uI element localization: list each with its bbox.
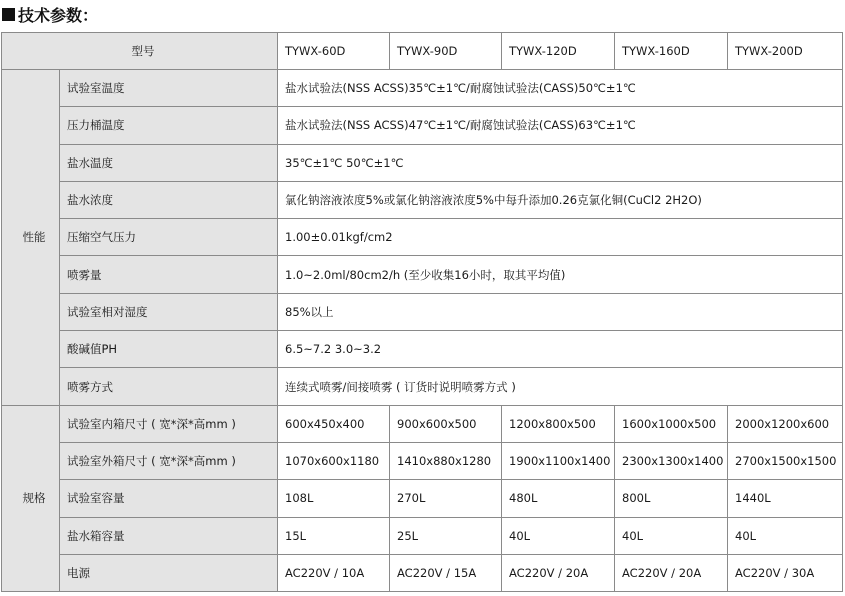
row-label: 盐水温度 xyxy=(60,144,278,181)
spec-cell: AC220V / 20A xyxy=(502,554,615,591)
table-row xyxy=(2,144,843,181)
spec-cell: AC220V / 10A xyxy=(278,554,390,591)
table-row xyxy=(2,480,843,517)
spec-cell: 800L xyxy=(615,480,728,517)
row-label: 试验室内箱尺寸 ( 宽*深*高mm ) xyxy=(60,405,278,442)
row-label: 试验室外箱尺寸 ( 宽*深*高mm ) xyxy=(60,442,278,479)
spec-cell: 480L xyxy=(502,480,615,517)
row-label: 试验室温度 xyxy=(60,70,278,107)
model-cell: TYWX-90D xyxy=(390,33,502,70)
table-row xyxy=(2,368,843,405)
model-cell: TYWX-200D xyxy=(728,33,843,70)
spec-cell: 15L xyxy=(278,517,390,554)
table-header-row xyxy=(2,33,843,70)
spec-cell: 270L xyxy=(390,480,502,517)
row-value: 连续式喷雾/间接喷雾 ( 订货时说明喷雾方式 ) xyxy=(278,368,843,405)
table-row xyxy=(2,70,843,107)
table-row xyxy=(2,181,843,218)
row-label: 电源 xyxy=(60,554,278,591)
square-bullet-icon xyxy=(2,8,15,21)
specs-group-label: 规格 xyxy=(2,405,60,591)
row-value: 6.5~7.2 3.0~3.2 xyxy=(278,331,843,368)
spec-cell: 1410x880x1280 xyxy=(390,442,502,479)
row-value: 35℃±1℃ 50℃±1℃ xyxy=(278,144,843,181)
row-value: 1.00±0.01kgf/cm2 xyxy=(278,219,843,256)
model-header-label: 型号 xyxy=(2,33,278,70)
spec-cell: 1200x800x500 xyxy=(502,405,615,442)
spec-cell: 900x600x500 xyxy=(390,405,502,442)
section-heading-text: 技术参数： xyxy=(18,5,99,25)
spec-cell: 2700x1500x1500 xyxy=(728,442,843,479)
table-row xyxy=(2,442,843,479)
spec-cell: 2300x1300x1400 xyxy=(615,442,728,479)
row-label: 试验室相对湿度 xyxy=(60,293,278,330)
spec-cell: 40L xyxy=(728,517,843,554)
row-label: 压缩空气压力 xyxy=(60,219,278,256)
row-value: 1.0~2.0ml/80cm2/h (至少收集16小时，取其平均值) xyxy=(278,256,843,293)
spec-table xyxy=(1,32,843,592)
spec-cell: 600x450x400 xyxy=(278,405,390,442)
table-row xyxy=(2,331,843,368)
row-label: 盐水箱容量 xyxy=(60,517,278,554)
spec-cell: 40L xyxy=(615,517,728,554)
table-row xyxy=(2,256,843,293)
model-cell: TYWX-160D xyxy=(615,33,728,70)
row-label: 喷雾方式 xyxy=(60,368,278,405)
spec-cell: 1600x1000x500 xyxy=(615,405,728,442)
spec-cell: 2000x1200x600 xyxy=(728,405,843,442)
table-row xyxy=(2,405,843,442)
spec-cell: AC220V / 20A xyxy=(615,554,728,591)
spec-cell: 1440L xyxy=(728,480,843,517)
model-cell: TYWX-60D xyxy=(278,33,390,70)
row-value: 氯化钠溶液浓度5%或氯化钠溶液浓度5%中每升添加0.26克氯化铜(CuCl2 2H2O) xyxy=(278,181,843,218)
table-row xyxy=(2,107,843,144)
row-label: 压力桶温度 xyxy=(60,107,278,144)
row-value: 盐水试验法(NSS ACSS)47℃±1℃/耐腐蚀试验法(CASS)63℃±1℃ xyxy=(278,107,843,144)
row-value: 85%以上 xyxy=(278,293,843,330)
performance-group-label: 性能 xyxy=(2,70,60,406)
spec-cell: 40L xyxy=(502,517,615,554)
spec-cell: 1900x1100x1400 xyxy=(502,442,615,479)
row-label: 酸碱值PH xyxy=(60,331,278,368)
spec-cell: AC220V / 30A xyxy=(728,554,843,591)
table-row xyxy=(2,517,843,554)
row-label: 盐水浓度 xyxy=(60,181,278,218)
section-heading xyxy=(2,2,98,26)
table-row xyxy=(2,219,843,256)
spec-cell: 25L xyxy=(390,517,502,554)
row-value: 盐水试验法(NSS ACSS)35℃±1℃/耐腐蚀试验法(CASS)50℃±1℃ xyxy=(278,70,843,107)
row-label: 喷雾量 xyxy=(60,256,278,293)
table-row xyxy=(2,293,843,330)
spec-cell: 108L xyxy=(278,480,390,517)
table-row xyxy=(2,554,843,591)
spec-cell: 1070x600x1180 xyxy=(278,442,390,479)
model-cell: TYWX-120D xyxy=(502,33,615,70)
spec-cell: AC220V / 15A xyxy=(390,554,502,591)
row-label: 试验室容量 xyxy=(60,480,278,517)
